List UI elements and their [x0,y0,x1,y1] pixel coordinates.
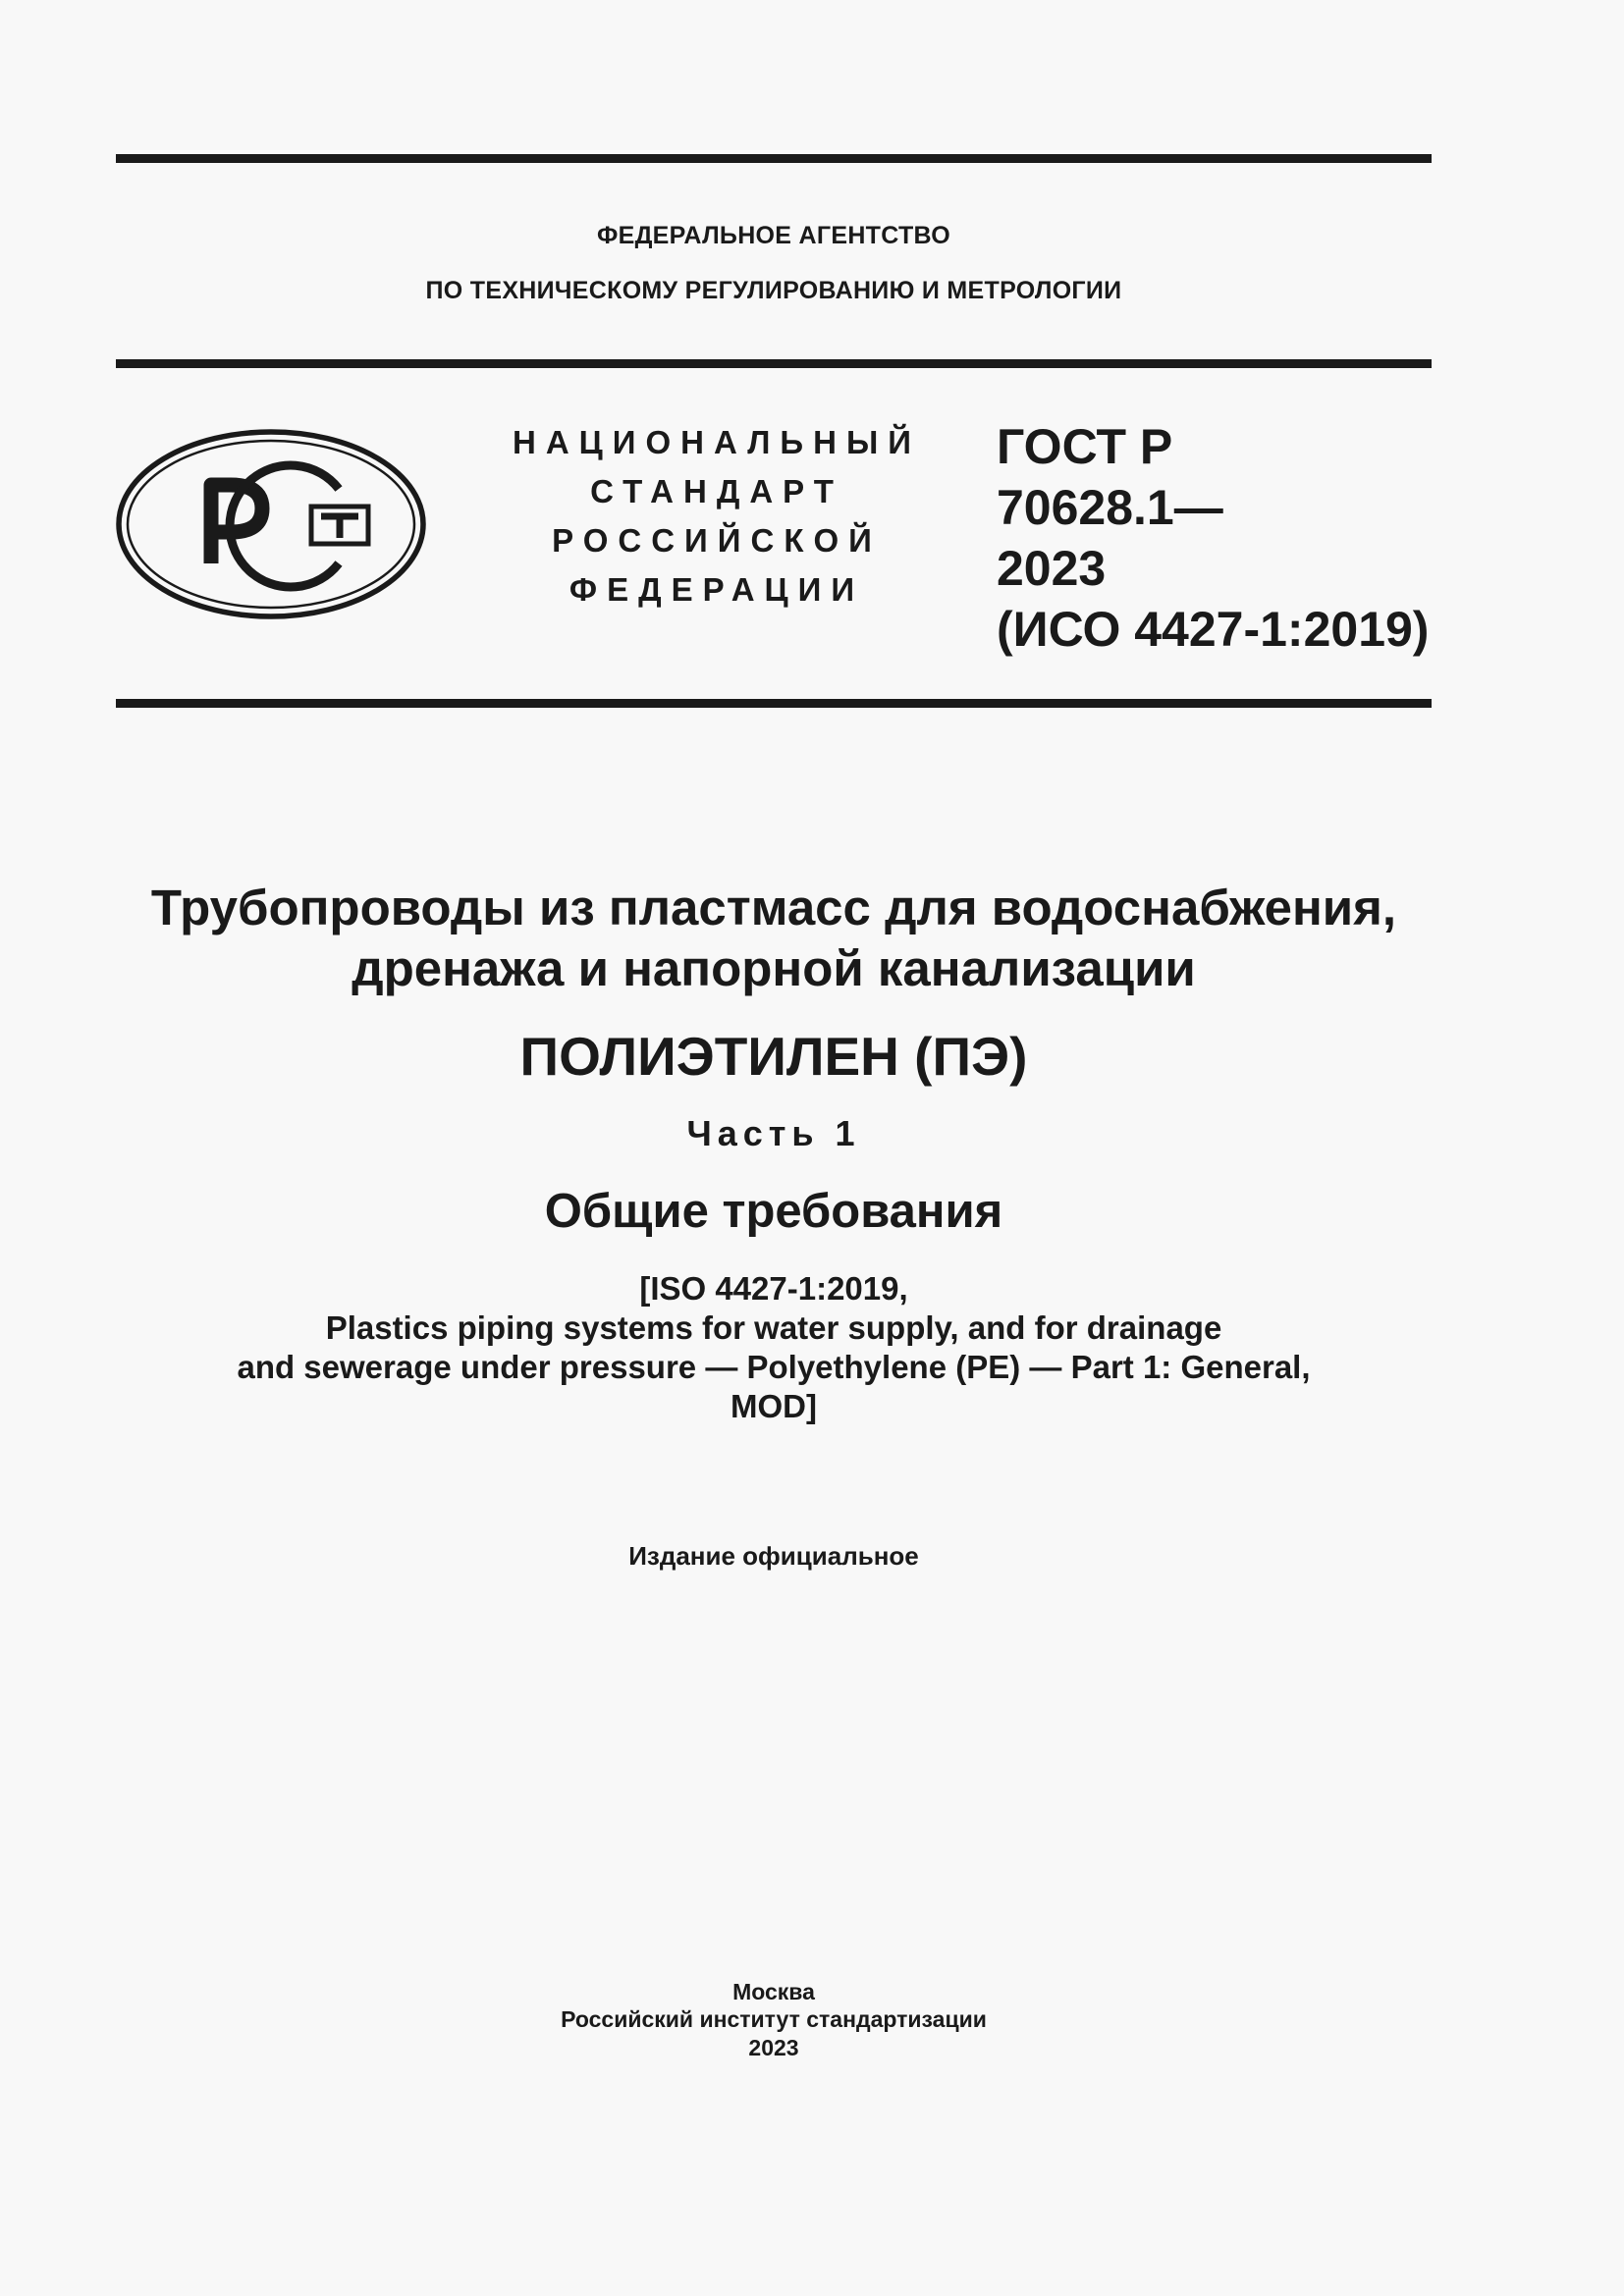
agency-name-line-1: ФЕДЕРАЛЬНОЕ АГЕНТСТВО [596,222,951,249]
edition-label: Издание официальное [628,1541,919,1571]
iso-reference-line-2: Plastics piping systems for water supply, and for drainage [325,1309,1222,1346]
rst-logo-icon [115,428,427,620]
document-part-label: Часть 1 [686,1113,861,1153]
gost-designation-line-1: ГОСТ Р [997,419,1173,474]
document-subtitle: Общие требования [544,1185,1003,1238]
national-standard-line-2: СТАНДАРТ [590,473,843,509]
document-title-line-1: Трубопроводы из пластмасс для водоснабжения, [150,880,1397,935]
publisher-city: Москва [732,1979,815,2004]
header-bottom-rule [116,699,1432,708]
gost-designation-line-2: 70628.1— [997,480,1223,535]
document-material-title: ПОЛИЭТИЛЕН (ПЭ) [519,1026,1028,1087]
national-standard-line-4: ФЕДЕРАЦИИ [568,571,865,608]
gost-designation-line-3: 2023 [997,541,1107,596]
publisher-name: Российский институт стандартизации [561,2006,987,2032]
document-title-line-2: дренажа и напорной канализации [352,940,1196,996]
publication-year: 2023 [748,2035,799,2060]
agency-name-line-2: ПО ТЕХНИЧЕСКОМУ РЕГУЛИРОВАНИЮ И МЕТРОЛОГИИ [425,277,1122,304]
iso-reference-line-1: [ISO 4427-1:2019, [639,1270,908,1307]
national-standard-line-1: НАЦИОНАЛЬНЫЙ [513,424,921,460]
iso-reference-line-3: and sewerage under pressure — Polyethylene (PE) — Part 1: General, [237,1349,1311,1385]
iso-reference-line-4: MOD] [731,1388,817,1424]
top-rule [116,154,1432,163]
national-standard-line-3: РОССИЙСКОЙ [552,522,882,559]
gost-designation-line-4: (ИСО 4427-1:2019) [997,602,1430,657]
header-divider [116,359,1432,368]
